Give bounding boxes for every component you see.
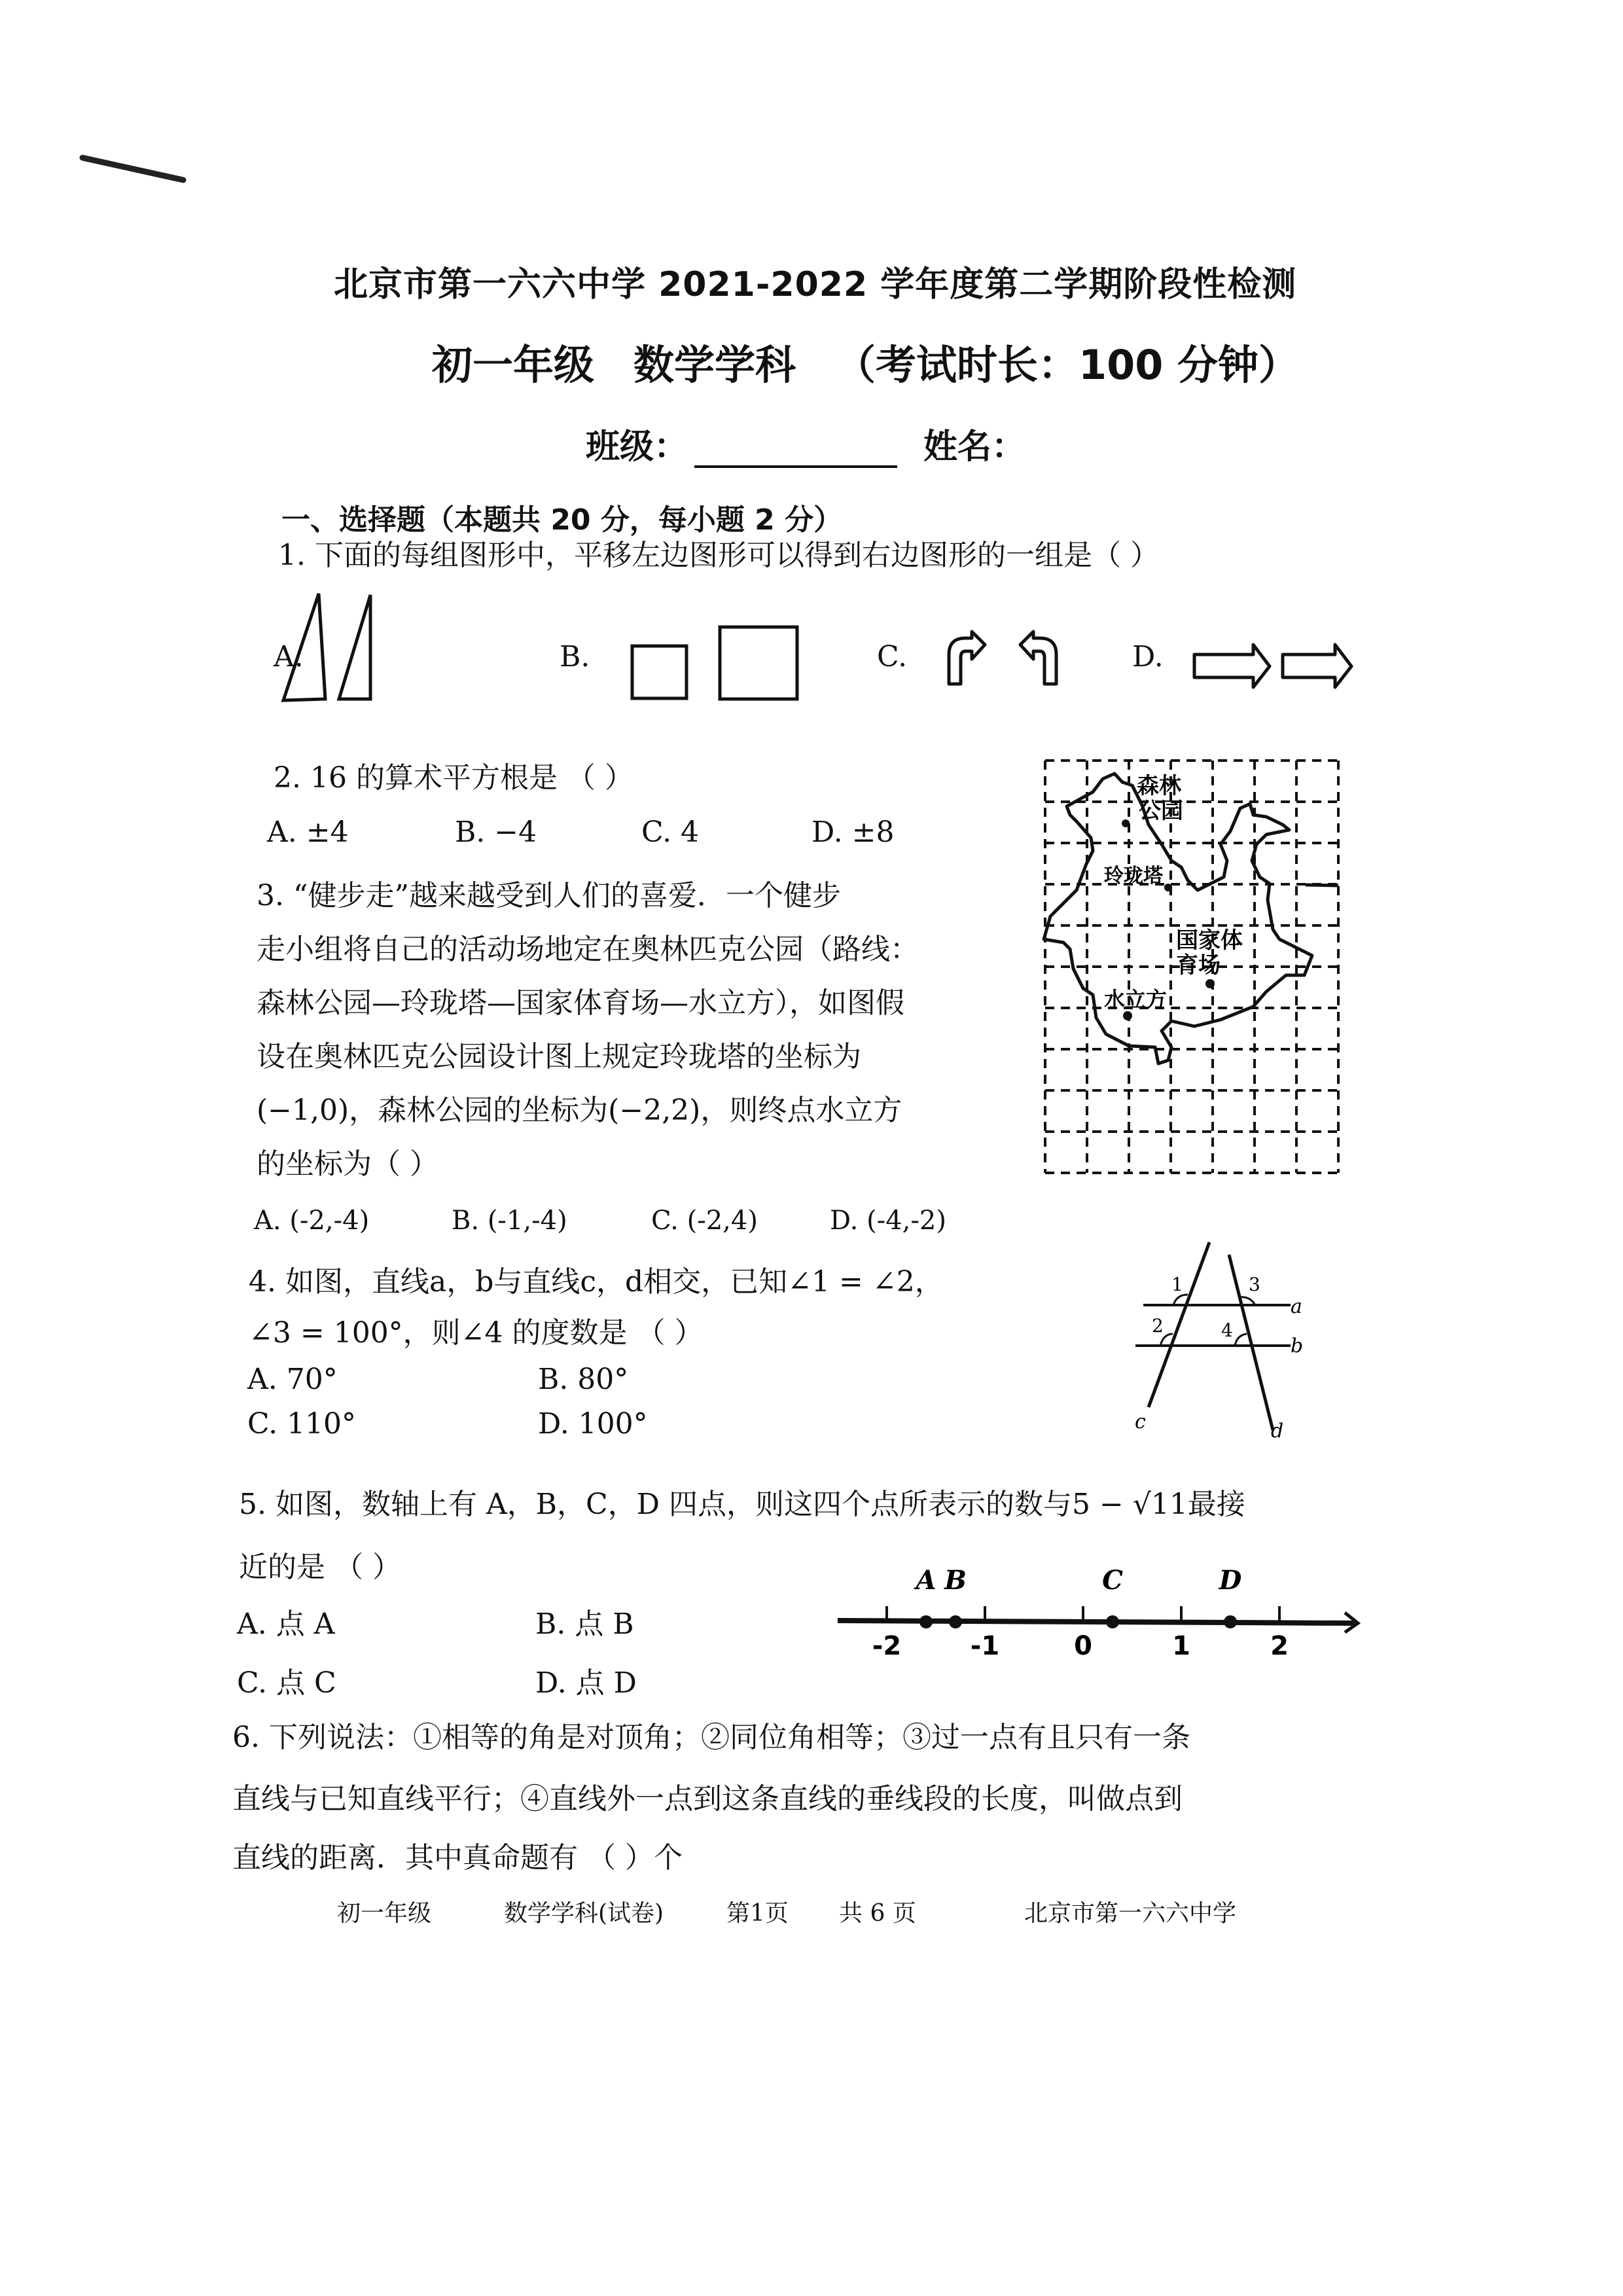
- angle-label-1: 1: [1171, 1274, 1183, 1295]
- q1-option-c[interactable]: C.: [877, 640, 908, 673]
- q1-option-d[interactable]: D.: [1132, 640, 1164, 673]
- map-label-stadium-2: 育场: [1176, 952, 1221, 978]
- water-cube-point: [1123, 1011, 1132, 1020]
- q4-line-2: ∠3 = 100°，则∠4 的度数是 （ ）: [249, 1316, 704, 1350]
- angle-label-4: 4: [1221, 1319, 1233, 1341]
- point-a: [919, 1615, 933, 1628]
- q1-a-shapes: [283, 594, 370, 700]
- q5-option-b[interactable]: B. 点 B: [535, 1607, 634, 1641]
- class-label: 班级：: [586, 427, 688, 467]
- point-label-d: D: [1219, 1565, 1242, 1596]
- right-arrow-1: [1194, 645, 1270, 687]
- footer-grade: 初一年级: [337, 1900, 432, 1927]
- name-label: 姓名：: [923, 427, 1026, 467]
- right-margin-mark: [1306, 885, 1338, 886]
- tick-label: 0: [1074, 1631, 1092, 1661]
- stadium-point: [1205, 979, 1215, 988]
- point-d: [1224, 1615, 1237, 1628]
- map-label-forest-1: 森林: [1137, 773, 1181, 799]
- q3-option-d[interactable]: D. (-4,-2): [830, 1206, 946, 1236]
- point-c: [1106, 1615, 1119, 1628]
- q1-d-shapes: [1194, 645, 1351, 687]
- duration: （考试时长：100 分钟）: [835, 341, 1300, 389]
- section-heading: 一、选择题（本题共 20 分，每小题 2 分）: [281, 503, 843, 537]
- q3-line-1: 3. “健步走”越来越受到人们的喜爱．一个健步: [257, 879, 841, 912]
- point-b: [949, 1615, 962, 1628]
- q4-option-d[interactable]: D. 100°: [538, 1407, 648, 1441]
- line-label-c: c: [1135, 1410, 1146, 1433]
- q5-option-d[interactable]: D. 点 D: [535, 1666, 637, 1700]
- q5-option-c[interactable]: C. 点 C: [237, 1666, 336, 1700]
- map-label-stadium-1: 国家体: [1176, 927, 1243, 954]
- footer-total: 共 6 页: [839, 1900, 916, 1927]
- q3-line-5: (−1,0)，森林公园的坐标为(−2,2)，则终点水立方: [257, 1094, 902, 1127]
- axis-line: [838, 1621, 1355, 1623]
- line-label-a: a: [1291, 1295, 1302, 1318]
- q4-parallel-lines-figure: [1099, 1217, 1335, 1453]
- map-label-forest-2: 公园: [1139, 798, 1183, 824]
- tick-label: 2: [1270, 1631, 1289, 1661]
- line-label-b: b: [1291, 1335, 1304, 1357]
- footer-subject: 数学学科(试卷): [504, 1900, 664, 1927]
- q5-number-line: [831, 1558, 1368, 1669]
- q1-stem: 1. 下面的每组图形中，平移左边图形可以得到右边图形的一组是（ ）: [278, 539, 1159, 572]
- large-rectangle: [720, 627, 797, 699]
- q1-option-a[interactable]: A.: [274, 640, 304, 673]
- right-arrow-2: [1283, 645, 1351, 687]
- line-label-d: d: [1271, 1420, 1284, 1443]
- q1-option-b[interactable]: B.: [560, 640, 590, 673]
- map-label-tower: 玲珑塔: [1104, 865, 1163, 888]
- q1-c-shapes: [949, 632, 1056, 684]
- footer-page: 第1页: [726, 1900, 789, 1927]
- q4-option-a[interactable]: A. 70°: [247, 1363, 338, 1396]
- bent-arrow-left: [1020, 632, 1056, 684]
- subject: 数学学科: [633, 341, 796, 389]
- q4-line-1: 4. 如图，直线a，b与直线c，d相交，已知∠1 = ∠2，: [249, 1265, 944, 1299]
- tick-label: -1: [970, 1631, 1000, 1661]
- q2-stem: 2. 16 的算术平方根是 （ ）: [274, 761, 633, 795]
- q4-option-b[interactable]: B. 80°: [538, 1363, 629, 1396]
- q2-option-a[interactable]: A. ±4: [267, 816, 349, 849]
- q5-option-a[interactable]: A. 点 A: [237, 1607, 335, 1641]
- q2-option-c[interactable]: C. 4: [641, 816, 700, 849]
- tower-point: [1164, 884, 1172, 891]
- q1-figures: [0, 0, 1623, 720]
- point-label-c: C: [1102, 1565, 1123, 1596]
- isosceles-triangle: [283, 594, 325, 700]
- q2-option-b[interactable]: B. −4: [455, 816, 537, 849]
- q4-option-c[interactable]: C. 110°: [247, 1407, 357, 1441]
- q5-line-1: 5. 如图，数轴上有 A，B，C，D 四点，则这四个点所表示的数与5 − √11最接: [239, 1488, 1245, 1521]
- point-label-b: B: [944, 1565, 967, 1596]
- q3-line-3: 森林公园—玲珑塔—国家体育场—水立方），如图假: [257, 986, 904, 1020]
- footer-school: 北京市第一六六中学: [1024, 1900, 1237, 1927]
- q2-option-d[interactable]: D. ±8: [812, 816, 895, 849]
- tick-label: -2: [872, 1631, 902, 1661]
- q6-line-2: 直线与已知直线平行；④直线外一点到这条直线的垂线段的长度，叫做点到: [232, 1782, 1183, 1816]
- tick-label: 1: [1172, 1631, 1190, 1661]
- small-rectangle: [632, 646, 687, 698]
- q6-line-3: 直线的距离．其中真命题有 （ ）个: [232, 1841, 683, 1874]
- q3-line-2: 走小组将自己的活动场地定在奥林匹克公园（路线：: [257, 933, 919, 966]
- q5-line-2: 近的是 （ ）: [239, 1551, 401, 1584]
- q3-option-b[interactable]: B. (-1,-4): [452, 1206, 567, 1236]
- bent-arrow-right: [949, 632, 985, 684]
- q3-line-6: 的坐标为（ ）: [257, 1147, 438, 1181]
- q3-option-a[interactable]: A. (-2,-4): [254, 1206, 370, 1236]
- grade: 初一年级: [432, 341, 595, 389]
- map-label-water-cube: 水立方: [1104, 987, 1168, 1012]
- forest-park-point: [1122, 819, 1130, 827]
- right-triangle: [339, 595, 370, 699]
- q3-line-4: 设在奥林匹克公园设计图上规定玲珑塔的坐标为: [257, 1040, 861, 1073]
- angle-4-arc: [1235, 1334, 1247, 1346]
- angle-label-3: 3: [1249, 1274, 1260, 1295]
- q3-option-c[interactable]: C. (-2,4): [651, 1206, 758, 1236]
- q6-line-1: 6. 下列说法：①相等的角是对顶角；②同位角相等；③过一点有且只有一条: [232, 1721, 1190, 1754]
- exam-title: 北京市第一六六中学 2021-2022 学年度第二学期阶段性检测: [334, 265, 1297, 304]
- q1-b-shapes: [632, 627, 797, 699]
- point-label-a: A: [916, 1565, 936, 1596]
- q3-park-map: [1031, 753, 1345, 1185]
- angle-label-2: 2: [1152, 1315, 1164, 1336]
